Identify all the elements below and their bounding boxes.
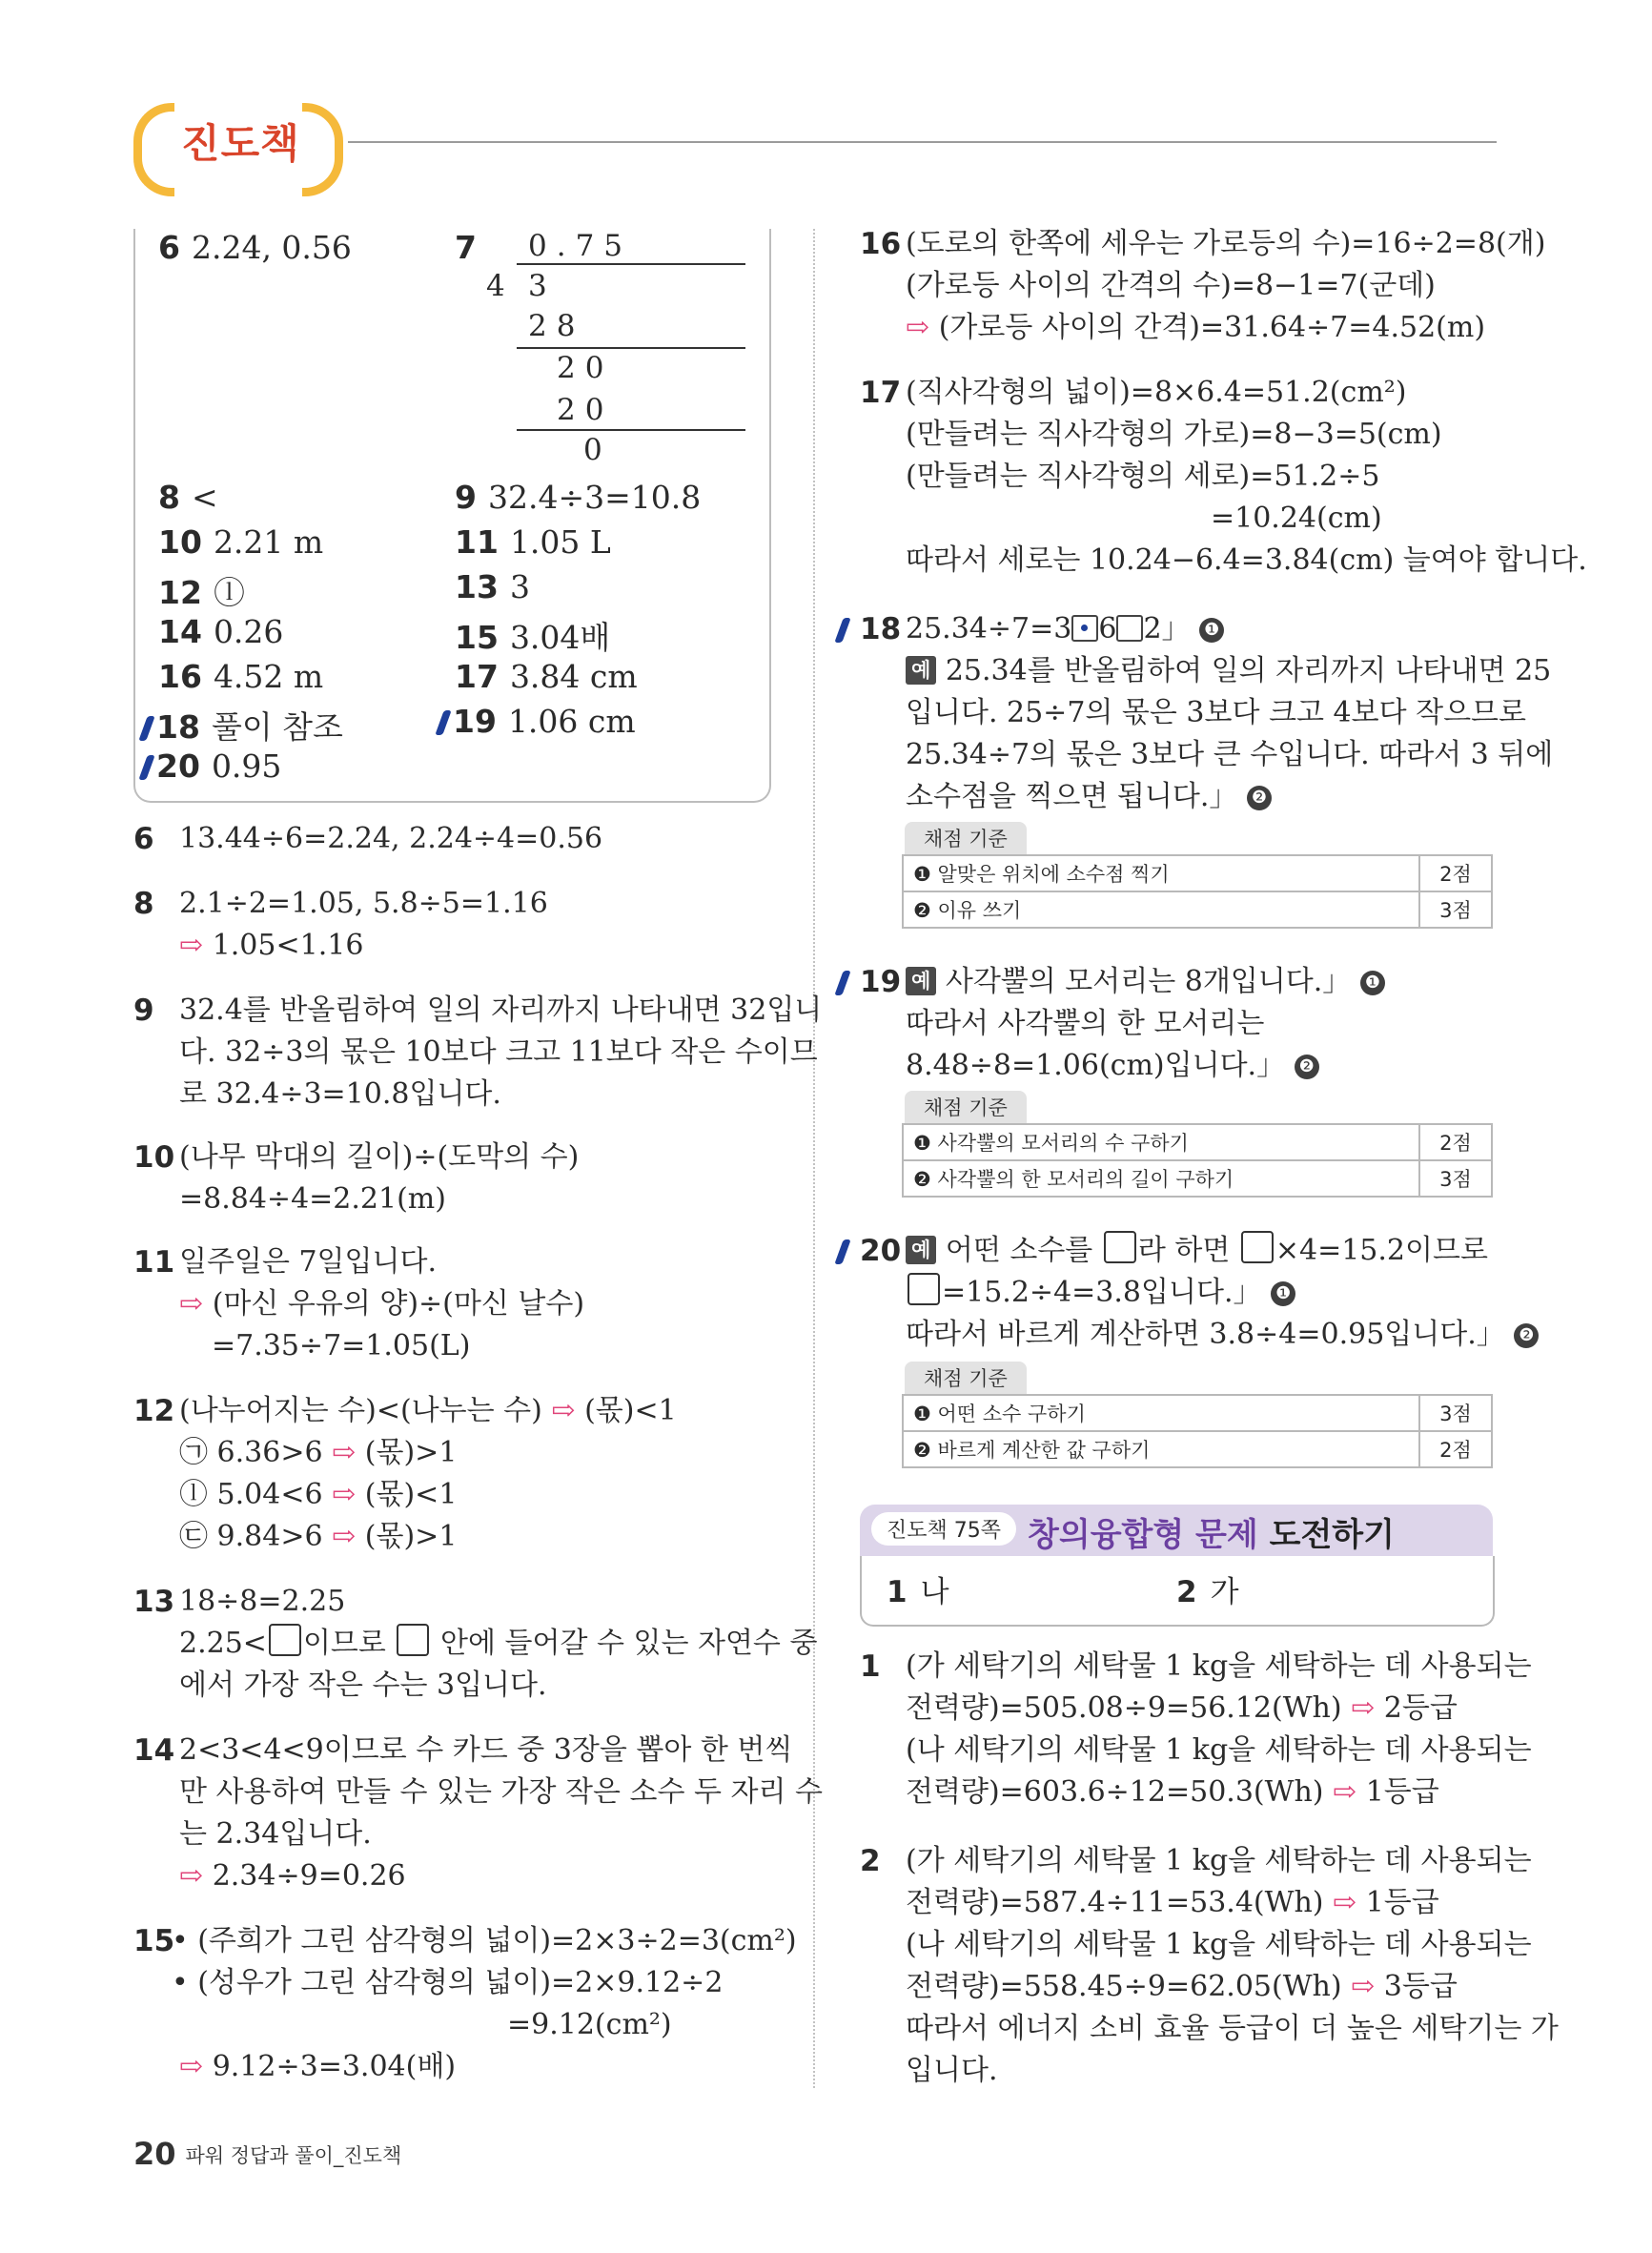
division-step-1: 28 bbox=[528, 309, 585, 343]
creative-answer-box bbox=[860, 1556, 1495, 1627]
division-bar bbox=[517, 263, 745, 265]
answer-18: 18 풀이 참조 bbox=[143, 703, 343, 748]
division-step-2: 20 bbox=[557, 351, 614, 385]
rubric-title: 채점 기준 bbox=[905, 1362, 1027, 1394]
decimal-point-box bbox=[1071, 615, 1098, 642]
footer-text: 파워 정답과 풀이_진도책 bbox=[185, 2144, 402, 2167]
example-badge: 예 bbox=[906, 967, 936, 995]
solution-20: 20 예 어떤 소수를 라 하면 ×4=15.2이므로 =15.2÷4=3.8입니다.」 ❶ 따라서 바르게 계산하면 3.8÷4=0.95입니다.」 ❷ bbox=[839, 1230, 1539, 1356]
blank-box bbox=[269, 1624, 301, 1656]
pen-icon bbox=[138, 755, 154, 780]
solution-13: 13 18÷8=2.25 2.25< 이므로 안에 들어갈 수 있는 자연수 중 에서 가장 작은 수는 3입니다. bbox=[133, 1585, 818, 1702]
solution-16: 16 (도로의 한쪽에 세우는 가로등의 수)=16÷2=8(개) (가로등 사이의 간격의 수)=8−1=7(군데) ⇨ (가로등 사이의 간격)=31.64÷7=4.52(m) bbox=[860, 227, 1546, 344]
arrow-icon: ⇨ bbox=[1333, 1775, 1357, 1809]
criterion-1-mark: ❶ bbox=[1360, 971, 1385, 995]
solution-10: 10 (나무 막대의 길이)÷(도막의 수) =8.84÷4=2.21(m) bbox=[133, 1140, 580, 1216]
table-row: ❷ 바르게 계산한 값 구하기 2점 bbox=[903, 1431, 1492, 1467]
solution-6: 6 13.44÷6=2.24, 2.24÷4=0.56 bbox=[133, 822, 603, 856]
solution-15: 15 • (주희가 그린 삼각형의 넓이)=2×3÷2=3(cm²) • (성우가 그린 삼각형의 넓이)=2×9.12÷2 =9.12(cm²) ⇨ 9.12÷3=3.04(배) bbox=[133, 1924, 797, 2083]
creative-section-title: 창의융합형 문제 도전하기 bbox=[1028, 1516, 1395, 1554]
arrow-icon: ⇨ bbox=[551, 1394, 576, 1427]
division-rule-2 bbox=[517, 429, 745, 431]
answer-13: 13 3 bbox=[455, 568, 530, 605]
arrow-icon: ⇨ bbox=[179, 1859, 204, 1893]
arrow-icon: ⇨ bbox=[1351, 1691, 1376, 1725]
example-badge: 예 bbox=[906, 656, 936, 685]
pen-icon bbox=[834, 618, 850, 643]
solution-19: 19 예 사각뿔의 모서리는 8개입니다.」 ❶ 따라서 사각뿔의 한 모서리는 8.48÷8=1.06(cm)입니다.」 ❷ bbox=[839, 961, 1385, 1087]
arrow-icon: ⇨ bbox=[906, 311, 930, 344]
rubric-table bbox=[902, 1394, 1493, 1468]
answer-9: 9 32.4÷3=10.8 bbox=[455, 479, 702, 516]
division-quotient: 0.75 bbox=[528, 229, 633, 263]
pen-icon bbox=[834, 1239, 850, 1264]
blank-box bbox=[1241, 1231, 1274, 1263]
pen-icon bbox=[435, 710, 451, 735]
division-divisor: 4 bbox=[486, 269, 515, 303]
answer-20: 20 0.95 bbox=[143, 748, 281, 785]
rubric-title: 채점 기준 bbox=[905, 822, 1027, 854]
section-badge bbox=[133, 103, 343, 179]
right-bracket-shape bbox=[302, 103, 343, 196]
answer-8: 8 < bbox=[158, 479, 218, 516]
rubric-20 bbox=[902, 1362, 1493, 1468]
solution-11: 11 일주일은 7일입니다. ⇨ (마신 우유의 양)÷(마신 날수) =7.35÷7=1.05(L) bbox=[133, 1245, 585, 1362]
blank-box bbox=[908, 1273, 940, 1305]
arrow-icon: ⇨ bbox=[332, 1478, 357, 1511]
section-title: 진도책 bbox=[181, 120, 300, 167]
pen-icon bbox=[138, 716, 154, 741]
left-bracket-shape bbox=[133, 103, 174, 196]
solution-12: 12 (나누어지는 수)<(나누는 수) ⇨ (몫)<1 ㉠ 6.36>6 ⇨ (몫)>1 ⓛ 5.04<6 ⇨ (몫)<1 ㉢ 9.84>6 ⇨ (몫)>1 bbox=[133, 1394, 677, 1553]
criterion-1-mark: ❶ bbox=[1199, 618, 1224, 643]
creative-answer-2: 2 가 bbox=[1176, 1575, 1239, 1609]
division-dividend: 3 bbox=[528, 269, 557, 303]
answer-summary-box bbox=[133, 229, 771, 803]
table-row: ❷ 이유 쓰기 3점 bbox=[903, 891, 1492, 928]
arrow-icon: ⇨ bbox=[1333, 1886, 1357, 1919]
table-row: ❶ 사각뿔의 모서리의 수 구하기 2점 bbox=[903, 1124, 1492, 1160]
answer-16: 16 4.52 m bbox=[158, 658, 324, 695]
arrow-icon: ⇨ bbox=[179, 929, 204, 962]
answer-11: 11 1.05 L bbox=[455, 523, 611, 561]
answer-6: 6 2.24, 0.56 bbox=[158, 229, 352, 266]
solution-8: 8 2.1÷2=1.05, 5.8÷5=1.16 ⇨ 1.05<1.16 bbox=[133, 887, 548, 962]
answer-7: 7 bbox=[455, 229, 477, 266]
division-remainder: 0 bbox=[583, 433, 612, 467]
arrow-icon: ⇨ bbox=[332, 1520, 357, 1553]
table-row: ❶ 어떤 소수 구하기 3점 bbox=[903, 1395, 1492, 1431]
arrow-icon: ⇨ bbox=[1351, 1970, 1376, 2003]
criterion-1-mark: ❶ bbox=[1271, 1281, 1295, 1306]
rubric-19 bbox=[902, 1091, 1493, 1198]
criterion-2-mark: ❷ bbox=[1247, 786, 1272, 810]
creative-answer-1: 1 나 bbox=[887, 1575, 949, 1609]
table-row: ❶ 알맞은 위치에 소수점 찍기 2점 bbox=[903, 855, 1492, 891]
blank-box bbox=[1116, 615, 1143, 642]
answer-12: 12 ⓛ bbox=[158, 574, 245, 611]
creative-solution-2: 2 (가 세탁기의 세탁물 1 kg을 세탁하는 데 사용되는 전력량)=587.4÷11=53.4(Wh) ⇨ 1등급 (나 세탁기의 세탁물 1 kg을 세탁하는 데 사용되는 전력량)=558.45÷9=62.05(Wh) ⇨ 3등급 따라서 에너지 소비 효율 등급이 더 높은 세탁기는 가 입니다. bbox=[860, 1844, 1559, 2087]
blank-box bbox=[397, 1624, 429, 1656]
header-rule bbox=[348, 141, 1497, 143]
answer-17: 17 3.84 cm bbox=[455, 658, 638, 695]
criterion-2-mark: ❷ bbox=[1295, 1055, 1319, 1079]
solution-18: 18 25.34÷7=3 6 2」 ❶ 예 25.34를 반올림하여 일의 자리까지 나타내면 25 입니다. 25÷7의 몫은 3보다 크고 4보다 작으므로 25.34÷7의 몫은 3보다 큰 수입니다. 따라서 3 뒤에 소수점을 찍으면 됩니다.」 ❷ bbox=[839, 608, 1553, 818]
solution-9: 9 32.4를 반올림하여 일의 자리까지 나타내면 32입니 다. 32÷3의 몫은 10보다 크고 11보다 작은 수이므 로 32.4÷3=10.8입니다. bbox=[133, 993, 823, 1111]
arrow-icon: ⇨ bbox=[179, 1287, 204, 1321]
creative-solution-1: 1 (가 세탁기의 세탁물 1 kg을 세탁하는 데 사용되는 전력량)=505.08÷9=56.12(Wh) ⇨ 2등급 (나 세탁기의 세탁물 1 kg을 세탁하는 데 사용되는 전력량)=603.6÷12=50.3(Wh) ⇨ 1등급 bbox=[860, 1649, 1532, 1809]
rubric-title: 채점 기준 bbox=[905, 1091, 1027, 1123]
answer-14: 14 0.26 bbox=[158, 613, 284, 650]
solution-14: 14 2<3<4<9이므로 수 카드 중 3장을 뽑아 한 번씩 만 사용하여 만들 수 있는 가장 작은 소수 두 자리 수 는 2.34입니다. ⇨ 2.34÷9=0.26 bbox=[133, 1733, 823, 1893]
page-number: 20 bbox=[133, 2136, 176, 2172]
division-rule-1 bbox=[517, 347, 745, 349]
page-footer bbox=[133, 2136, 401, 2172]
answer-15: 15 3.04배 bbox=[455, 619, 611, 656]
arrow-icon: ⇨ bbox=[332, 1436, 357, 1469]
answer-10: 10 2.21 m bbox=[158, 523, 324, 561]
division-step-3: 20 bbox=[557, 393, 614, 427]
arrow-icon: ⇨ bbox=[179, 2050, 204, 2083]
criterion-2-mark: ❷ bbox=[1514, 1323, 1539, 1348]
table-row: ❷ 사각뿔의 한 모서리의 길이 구하기 3점 bbox=[903, 1160, 1492, 1197]
creative-section-header bbox=[860, 1505, 1493, 1556]
rubric-18 bbox=[902, 822, 1493, 929]
example-badge: 예 bbox=[906, 1236, 936, 1264]
answer-19: 19 1.06 cm bbox=[439, 703, 636, 740]
pen-icon bbox=[834, 971, 850, 995]
page-reference-pill: 진도책 75쪽 bbox=[871, 1512, 1016, 1546]
rubric-table bbox=[902, 1123, 1493, 1198]
rubric-table bbox=[902, 854, 1493, 929]
solution-17: 17 (직사각형의 넓이)=8×6.4=51.2(cm²) (만들려는 직사각형의 가로)=8−3=5(cm) (만들려는 직사각형의 세로)=51.2÷5 =10.24(cm) 따라서 세로는 10.24−6.4=3.84(cm) 늘여야 합니다. bbox=[860, 376, 1587, 577]
blank-box bbox=[1104, 1231, 1136, 1263]
